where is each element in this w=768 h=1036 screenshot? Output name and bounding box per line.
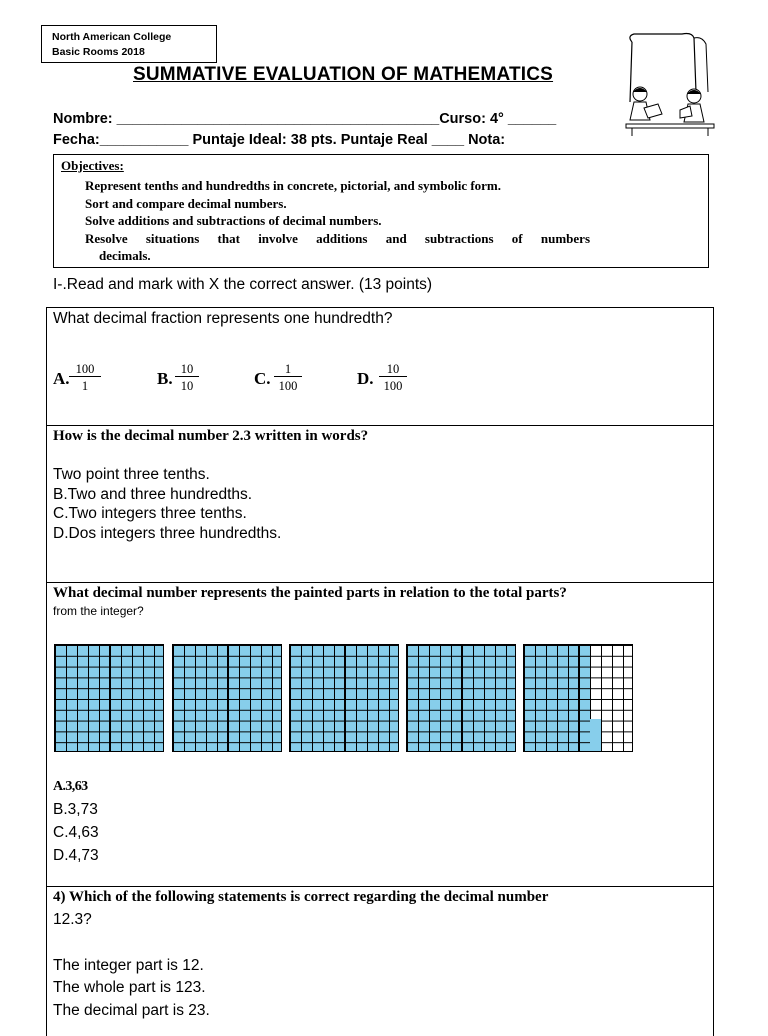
denominator: 100 xyxy=(383,379,403,393)
option-b[interactable]: B.Two and three hundredths. xyxy=(53,486,253,503)
fraction xyxy=(175,362,199,392)
date-score-line: Fecha:___________ Puntaje Ideal: 38 pts. Puntaje Real ____ Nota: xyxy=(53,132,506,148)
option-c[interactable]: C.4,63 xyxy=(53,824,99,841)
option-d[interactable]: D.Dos integers three hundredths. xyxy=(53,525,282,542)
numerator: 1 xyxy=(284,362,292,376)
objective-item: Solve additions and subtractions of decimal numbers. xyxy=(85,213,382,228)
fraction-bar xyxy=(379,376,407,377)
option-label: D. xyxy=(357,369,374,388)
question-4-box xyxy=(46,886,714,1036)
option-a[interactable]: A.3,63 xyxy=(53,779,88,794)
objective-item: Represent tenths and hundredths in concrete, pictorial, and symbolic form. xyxy=(85,178,502,193)
fraction-bar xyxy=(69,376,101,377)
option-label: C. xyxy=(254,369,271,388)
question-3-text: What decimal number represents the painted parts in relation to the total parts? xyxy=(53,585,567,601)
hundred-grid-full xyxy=(406,644,516,752)
hundred-grid-full xyxy=(172,644,282,752)
school-name: North American College xyxy=(52,31,172,43)
fraction-bar xyxy=(274,376,302,377)
section-title: I-.Read and mark with X the correct answer. (13 points) xyxy=(53,276,433,293)
school-box xyxy=(41,25,217,63)
option-b[interactable]: The whole part is 123. xyxy=(53,979,206,996)
objectives-box xyxy=(53,154,709,268)
question-4-text: 4) Which of the following statements is correct regarding the decimal number xyxy=(53,889,549,905)
fraction xyxy=(379,362,407,392)
option-a[interactable]: Two point three tenths. xyxy=(53,466,210,483)
question-4-text-continued: 12.3? xyxy=(53,911,92,928)
option-label: B. xyxy=(157,369,173,388)
option-d[interactable]: D.4,73 xyxy=(53,847,99,864)
fraction xyxy=(274,362,302,392)
denominator: 1 xyxy=(81,379,89,393)
question-3-subtext: from the integer? xyxy=(53,604,144,618)
denominator: 10 xyxy=(180,379,194,393)
fraction-bar xyxy=(175,376,199,377)
option-a[interactable]: The integer part is 12. xyxy=(53,957,204,974)
page-title: SUMMATIVE EVALUATION OF MATHEMATICS xyxy=(133,64,554,85)
school-rooms: Basic Rooms 2018 xyxy=(52,46,145,58)
fraction xyxy=(69,362,101,392)
hundred-grid-partial xyxy=(523,644,633,752)
objective-item-continuation: decimals. xyxy=(99,248,151,263)
option-label: A. xyxy=(53,369,70,388)
question-2-box xyxy=(46,425,714,583)
objectives-title: Objectives: xyxy=(61,158,124,173)
numerator: 10 xyxy=(386,362,400,376)
question-1-text: What decimal fraction represents one hundredth? xyxy=(53,310,393,327)
hundred-grid-full xyxy=(54,644,164,752)
objective-item: Resolve situations that involve additions and subtractions of numbers xyxy=(85,230,590,246)
option-b[interactable]: B.3,73 xyxy=(53,801,98,818)
option-c[interactable]: The decimal part is 23. xyxy=(53,1002,210,1019)
numerator: 10 xyxy=(180,362,194,376)
numerator: 100 xyxy=(75,362,95,376)
children-reading-clipart-icon xyxy=(622,32,718,138)
denominator: 100 xyxy=(278,379,298,393)
name-course-line: Nombre: ________________________________________Curso: 4° ______ xyxy=(53,111,557,127)
objective-item: Sort and compare decimal numbers. xyxy=(85,195,287,211)
option-c[interactable]: C.Two integers three tenths. xyxy=(53,505,247,522)
hundred-grid-full xyxy=(289,644,399,752)
question-2-text: How is the decimal number 2.3 written in words? xyxy=(53,428,369,444)
